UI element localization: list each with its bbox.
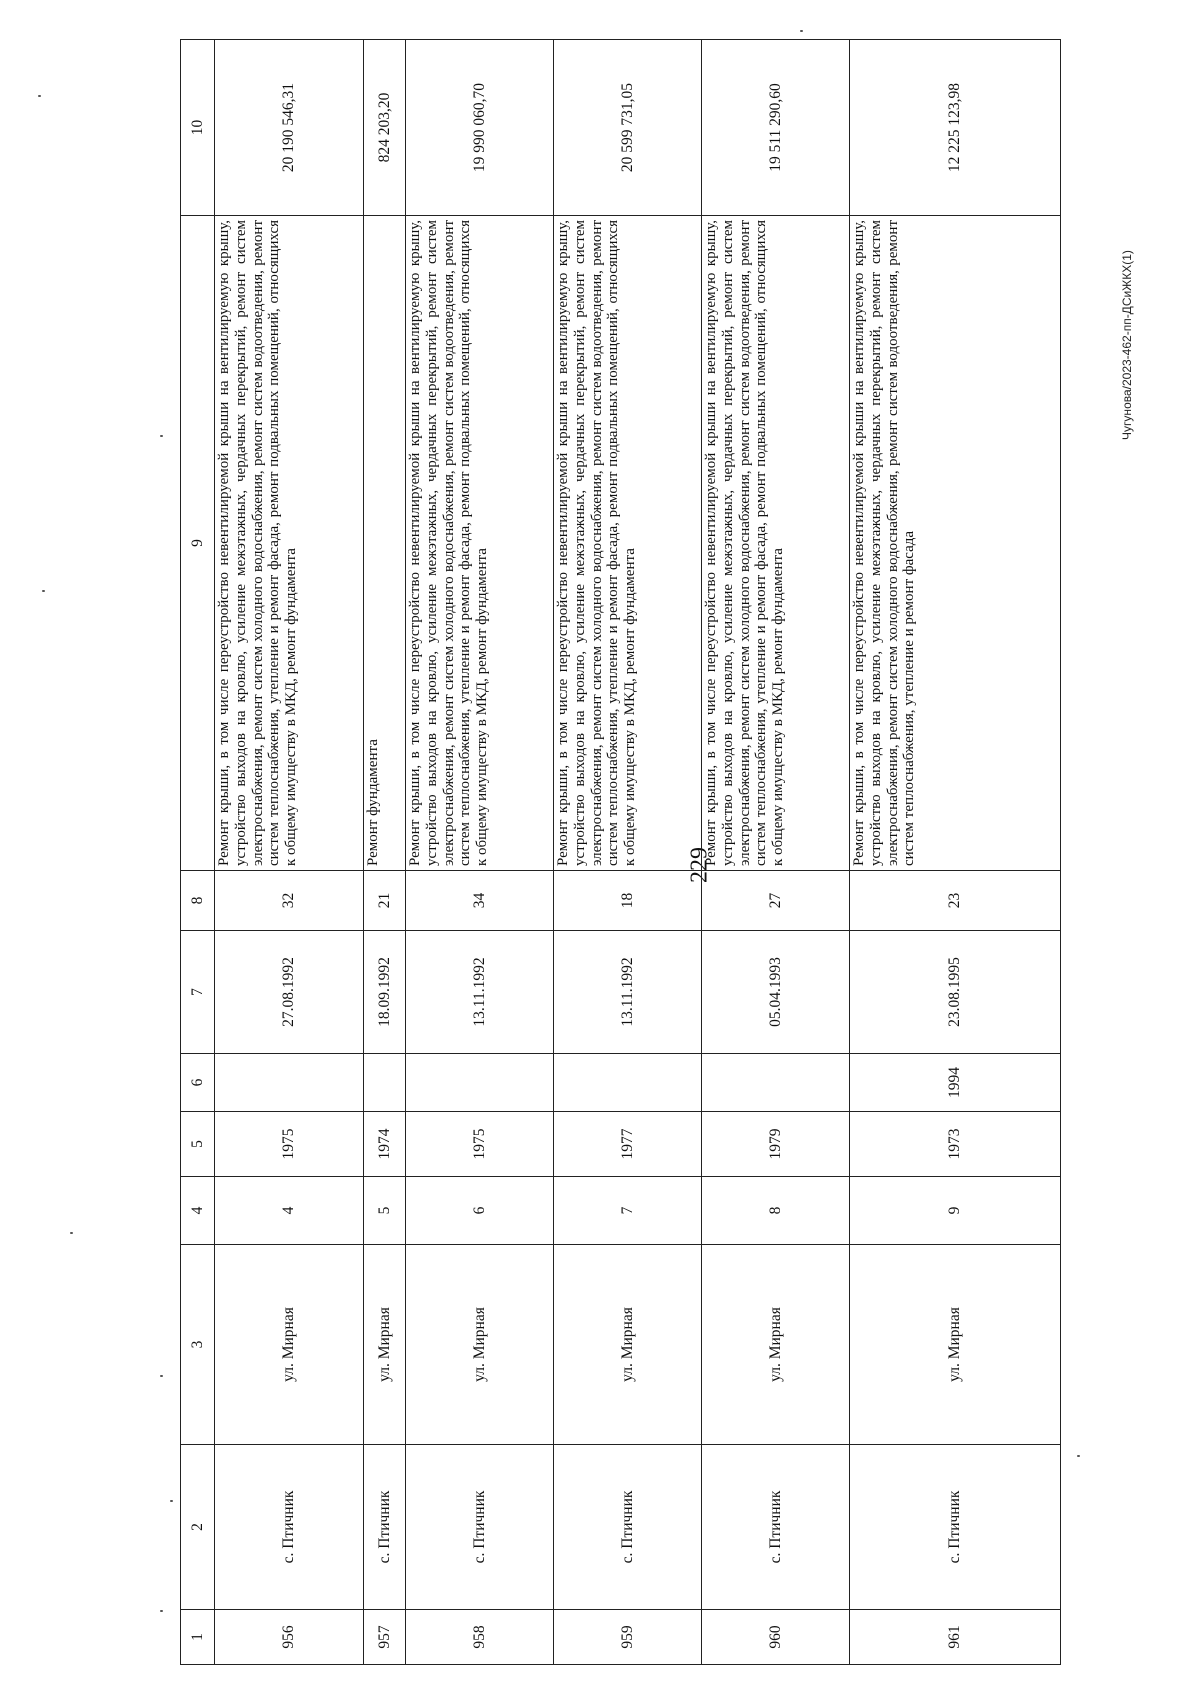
house-cell: 5 bbox=[364, 1177, 406, 1245]
street-cell: ул. Мирная bbox=[406, 1245, 554, 1445]
table-row bbox=[850, 40, 1061, 1665]
row-number: 958 bbox=[406, 1610, 554, 1665]
row-number: 957 bbox=[364, 1610, 406, 1665]
year-built-cell: 1974 bbox=[364, 1112, 406, 1177]
date-cell: 27.08.1992 bbox=[215, 931, 364, 1054]
table-row bbox=[364, 40, 406, 1665]
street-cell: ул. Мирная bbox=[554, 1245, 702, 1445]
year-built-cell: 1977 bbox=[554, 1112, 702, 1177]
row-number: 956 bbox=[215, 1610, 364, 1665]
date-cell: 05.04.1993 bbox=[702, 931, 850, 1054]
year-built-cell: 1975 bbox=[215, 1112, 364, 1177]
year-col6-cell bbox=[554, 1054, 702, 1112]
repair-plan-table bbox=[180, 39, 1061, 1665]
date-cell: 23.08.1995 bbox=[850, 931, 1061, 1054]
street-cell: ул. Мирная bbox=[215, 1245, 364, 1445]
settlement-cell: с. Птичник bbox=[850, 1445, 1061, 1610]
year-col6-cell bbox=[406, 1054, 554, 1112]
scan-speck bbox=[1077, 1455, 1080, 1457]
settlement-cell: с. Птичник bbox=[554, 1445, 702, 1610]
year-col6-cell bbox=[215, 1054, 364, 1112]
wear-cell: 27 bbox=[702, 871, 850, 931]
column-header: 2 bbox=[181, 1445, 215, 1610]
street-cell: ул. Мирная bbox=[702, 1245, 850, 1445]
column-header: 6 bbox=[181, 1054, 215, 1112]
wear-cell: 18 bbox=[554, 871, 702, 931]
year-built-cell: 1975 bbox=[406, 1112, 554, 1177]
works-cell: Ремонт крыши, в том числе переустройство невентилируемой крыши на вентилируемую крышу, устройство выходов на кровлю, усиление межэтажных, чердачных перекрытий, ремонт систем электроснабжения, ремонт систем холодного водоснабжения, ремонт систем водоотведения, ремонт систем теплоснабжения, утепление и ремонт фасада, ремонт подвальных помещений, относящихся к общему имуществу в МКД, ремонт фундамента bbox=[215, 216, 364, 871]
settlement-cell: с. Птичник bbox=[215, 1445, 364, 1610]
scan-speck bbox=[160, 1375, 163, 1377]
house-cell: 9 bbox=[850, 1177, 1061, 1245]
column-header: 4 bbox=[181, 1177, 215, 1245]
year-built-cell: 1979 bbox=[702, 1112, 850, 1177]
column-header: 9 bbox=[181, 216, 215, 871]
column-header: 1 bbox=[181, 1610, 215, 1665]
date-cell: 13.11.1992 bbox=[554, 931, 702, 1054]
wear-cell: 21 bbox=[364, 871, 406, 931]
table-row bbox=[215, 40, 364, 1665]
street-cell: ул. Мирная bbox=[364, 1245, 406, 1445]
scan-speck bbox=[42, 590, 45, 592]
wear-cell: 34 bbox=[406, 871, 554, 931]
table-row bbox=[702, 40, 850, 1665]
works-cell: Ремонт крыши, в том числе переустройство невентилируемой крыши на вентилируемую крышу, устройство выходов на кровлю, усиление межэтажных, чердачных перекрытий, ремонт систем электроснабжения, ремонт систем холодного водоснабжения, ремонт систем водоотведения, ремонт систем теплоснабжения, утепление и ремонт фасада, ремонт подвальных помещений, относящихся к общему имуществу в МКД, ремонт фундамента bbox=[702, 216, 850, 871]
row-number: 959 bbox=[554, 1610, 702, 1665]
cost-cell: 20 190 546,31 bbox=[215, 40, 364, 216]
column-number-row bbox=[181, 40, 215, 1665]
year-built-cell: 1973 bbox=[850, 1112, 1061, 1177]
year-col6-cell bbox=[702, 1054, 850, 1112]
street-cell: ул. Мирная bbox=[850, 1245, 1061, 1445]
column-header: 5 bbox=[181, 1112, 215, 1177]
house-cell: 4 bbox=[215, 1177, 364, 1245]
column-header: 8 bbox=[181, 871, 215, 931]
row-number: 960 bbox=[702, 1610, 850, 1665]
cost-cell: 19 990 060,70 bbox=[406, 40, 554, 216]
table-frame bbox=[180, 40, 1060, 1665]
settlement-cell: с. Птичник bbox=[364, 1445, 406, 1610]
scan-speck bbox=[160, 1610, 163, 1612]
document-code: Чугунова/2023-462-пп-ДСиЖКХ(1) bbox=[1120, 250, 1134, 440]
scan-speck bbox=[170, 1500, 173, 1502]
cost-cell: 824 203,20 bbox=[364, 40, 406, 216]
house-cell: 8 bbox=[702, 1177, 850, 1245]
house-cell: 7 bbox=[554, 1177, 702, 1245]
year-col6-cell bbox=[364, 1054, 406, 1112]
cost-cell: 19 511 290,60 bbox=[702, 40, 850, 216]
settlement-cell: с. Птичник bbox=[406, 1445, 554, 1610]
settlement-cell: с. Птичник bbox=[702, 1445, 850, 1610]
table-row bbox=[406, 40, 554, 1665]
works-cell: Ремонт крыши, в том числе переустройство невентилируемой крыши на вентилируемую крышу, устройство выходов на кровлю, усиление межэтажных, чердачных перекрытий, ремонт систем электроснабжения, ремонт систем холодного водоснабжения, ремонт систем водоотведения, ремонт систем теплоснабжения, утепление и ремонт фасада, ремонт подвальных помещений, относящихся к общему имуществу в МКД, ремонт фундамента bbox=[554, 216, 702, 871]
scan-speck bbox=[70, 1232, 73, 1234]
works-cell: Ремонт крыши, в том числе переустройство невентилируемой крыши на вентилируемую крышу, устройство выходов на кровлю, усиление межэтажных, чердачных перекрытий, ремонт систем электроснабжения, ремонт систем холодного водоснабжения, ремонт систем водоотведения, ремонт систем теплоснабжения, утепление и ремонт фасада bbox=[850, 216, 1061, 871]
works-cell: Ремонт крыши, в том числе переустройство невентилируемой крыши на вентилируемую крышу, устройство выходов на кровлю, усиление межэтажных, чердачных перекрытий, ремонт систем электроснабжения, ремонт систем холодного водоснабжения, ремонт систем водоотведения, ремонт систем теплоснабжения, утепление и ремонт фасада, ремонт подвальных помещений, относящихся к общему имуществу в МКД, ремонт фундамента bbox=[406, 216, 554, 871]
scan-speck bbox=[38, 95, 41, 97]
wear-cell: 23 bbox=[850, 871, 1061, 931]
date-cell: 13.11.1992 bbox=[406, 931, 554, 1054]
page-number: 229 bbox=[686, 847, 713, 883]
column-header: 3 bbox=[181, 1245, 215, 1445]
row-number: 961 bbox=[850, 1610, 1061, 1665]
cost-cell: 20 599 731,05 bbox=[554, 40, 702, 216]
works-cell: Ремонт фундамента bbox=[364, 216, 406, 871]
scan-speck bbox=[160, 435, 163, 437]
column-header: 7 bbox=[181, 931, 215, 1054]
table-row bbox=[554, 40, 702, 1665]
date-cell: 18.09.1992 bbox=[364, 931, 406, 1054]
house-cell: 6 bbox=[406, 1177, 554, 1245]
rotated-table-container bbox=[180, 40, 1060, 1665]
cost-cell: 12 225 123,98 bbox=[850, 40, 1061, 216]
wear-cell: 32 bbox=[215, 871, 364, 931]
year-col6-cell: 1994 bbox=[850, 1054, 1061, 1112]
scan-speck bbox=[800, 30, 803, 32]
column-header: 10 bbox=[181, 40, 215, 216]
